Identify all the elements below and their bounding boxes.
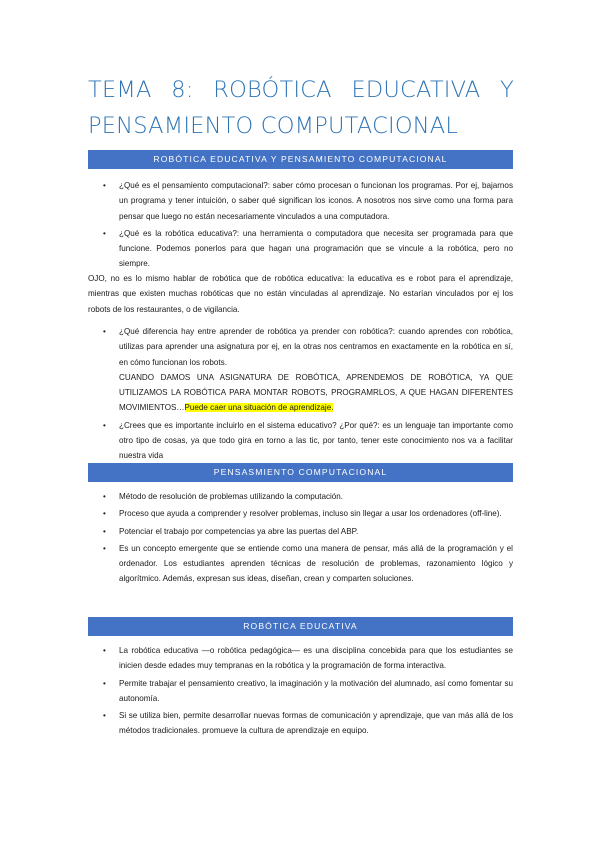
list-item-text: Método de resolución de problemas utilizando la computación. — [119, 492, 344, 501]
list-item — [88, 524, 513, 539]
section-3-bullets — [88, 643, 513, 739]
list-item — [88, 418, 513, 464]
list-item — [88, 324, 513, 416]
section-1-bullets — [88, 178, 513, 272]
bullet-icon: • — [103, 711, 106, 721]
bullet-icon: • — [103, 526, 106, 536]
bullet-icon: • — [103, 327, 106, 336]
section-heading-robotica-pensamiento: ROBÓTICA EDUCATIVA Y PENSAMIENTO COMPUTACIONAL — [88, 150, 513, 169]
section-1-bullets-2 — [88, 324, 513, 464]
list-item — [88, 489, 513, 504]
list-item-text: Potenciar el trabajo por competencias ya abre las puertas del ABP. — [119, 526, 359, 536]
list-item-text: ¿Qué es el pensamiento computacional?: saber cómo procesan o funcionan los programas. Por ej, bajarnos un programa y tener intuición, o saber qué significan los iconos. A nosotros nos sirve como una forma para pensar que luego no están necesariamente vinculados a una computadora. — [119, 181, 513, 221]
list-item-text: Es un concepto emergente que se entiende como una manera de pensar, más allá de la programación y el ordenador. Los estudiantes aprenden técnicas de resolución de problemas, razonamiento lógico y algorítmico. Además, expresan sus ideas, diseñan, crean y comparten soluciones. — [119, 543, 513, 584]
bullet-icon: • — [103, 181, 106, 190]
list-item — [88, 708, 513, 739]
highlighted-text: Puede caer una situación de aprendizaje. — [184, 403, 334, 413]
section-heading-pensamiento: PENSASMIENTO COMPUTACIONAL — [88, 463, 513, 482]
bullet-icon: • — [103, 646, 106, 655]
list-item-text: La robótica educativa —o robótica pedagógica— es una disciplina concebida para que los estudiantes se inicien desde edades muy tempranas en la robótica y la programación de forma interactiva. — [119, 646, 513, 671]
list-item — [88, 676, 513, 707]
page-title-line-2: PENSAMIENTO COMPUTACIONAL — [88, 113, 459, 139]
bullet-icon: • — [103, 509, 106, 519]
caps-note-text: CUANDO DAMOS UNA ASIGNATURA DE ROBÓTICA, APRENDEMOS DE ROBÓTICA, YA QUE UTILIZAMOS LA ROBÓTICA PARA MONTAR ROBOTS, PROGRAMRLOS, A QUE HAGAN DIFERENTES MOVIMIENTOS… — [119, 372, 513, 413]
bullet-icon: • — [103, 492, 106, 501]
list-item-text: Permite trabajar el pensamiento creativo, la imaginación y la motivación del alumnado, así como fomentar su autonomía. — [119, 678, 513, 703]
section-2-bullets — [88, 489, 513, 587]
bullet-icon: • — [103, 420, 106, 430]
list-item-text: ¿Crees que es importante incluirlo en el sistema educativo? ¿Por qué?: es un lenguaje tan importante como otro tipo de cosas, ya que todo gira en torno a las tic, por tanto, tener este conocimiento nos va a facilitar nuestra vida — [119, 420, 513, 461]
list-item — [88, 226, 513, 272]
caps-note — [119, 370, 513, 416]
section-1-paragraph — [88, 271, 513, 317]
bullet-icon: • — [103, 543, 106, 553]
list-item-text: ¿Qué es la robótica educativa?: una herramienta o computadora que necesita ser programada para que funcione. Podemos ponerlos para que hagan una programación que se vincule a la robótica, pero no siempre. — [119, 228, 513, 269]
list-item-text: Proceso que ayuda a comprender y resolver problemas, incluso sin llegar a usar los ordenadores (off-line). — [119, 509, 502, 519]
list-item — [88, 506, 513, 521]
list-item — [88, 643, 513, 674]
page-title-line-1: TEMA 8: ROBÓTICA EDUCATIVA Y — [88, 77, 514, 103]
list-item — [88, 178, 513, 224]
list-item-text: Si se utiliza bien, permite desarrollar nuevas formas de comunicación y aprendizaje, que van más allá de los métodos tradicionales. promueve la cultura de aprendizaje en equipo. — [119, 711, 513, 736]
list-item-text: ¿Qué diferencia hay entre aprender de robótica ya prender con robótica?: cuando aprendes con robótica, utilizas para aprender una asignatura por ej, en la otras nos centramos en exactamente en la robótica en sí, en cómo funcionan los robots. — [119, 327, 513, 367]
list-item — [88, 541, 513, 587]
section-heading-robotica-educativa: ROBÓTICA EDUCATIVA — [88, 617, 513, 636]
bullet-icon: • — [103, 228, 106, 238]
paragraph-text: OJO, no es lo mismo hablar de robótica que de robótica educativa: la educativa es e robot para el aprendizaje, mientras que existen muchas robóticas que no están vinculadas al aprendizaje. No estarían vinculados por ej los robots de los restaurantes, o de vigilancia. — [88, 274, 513, 314]
bullet-icon: • — [103, 678, 106, 688]
